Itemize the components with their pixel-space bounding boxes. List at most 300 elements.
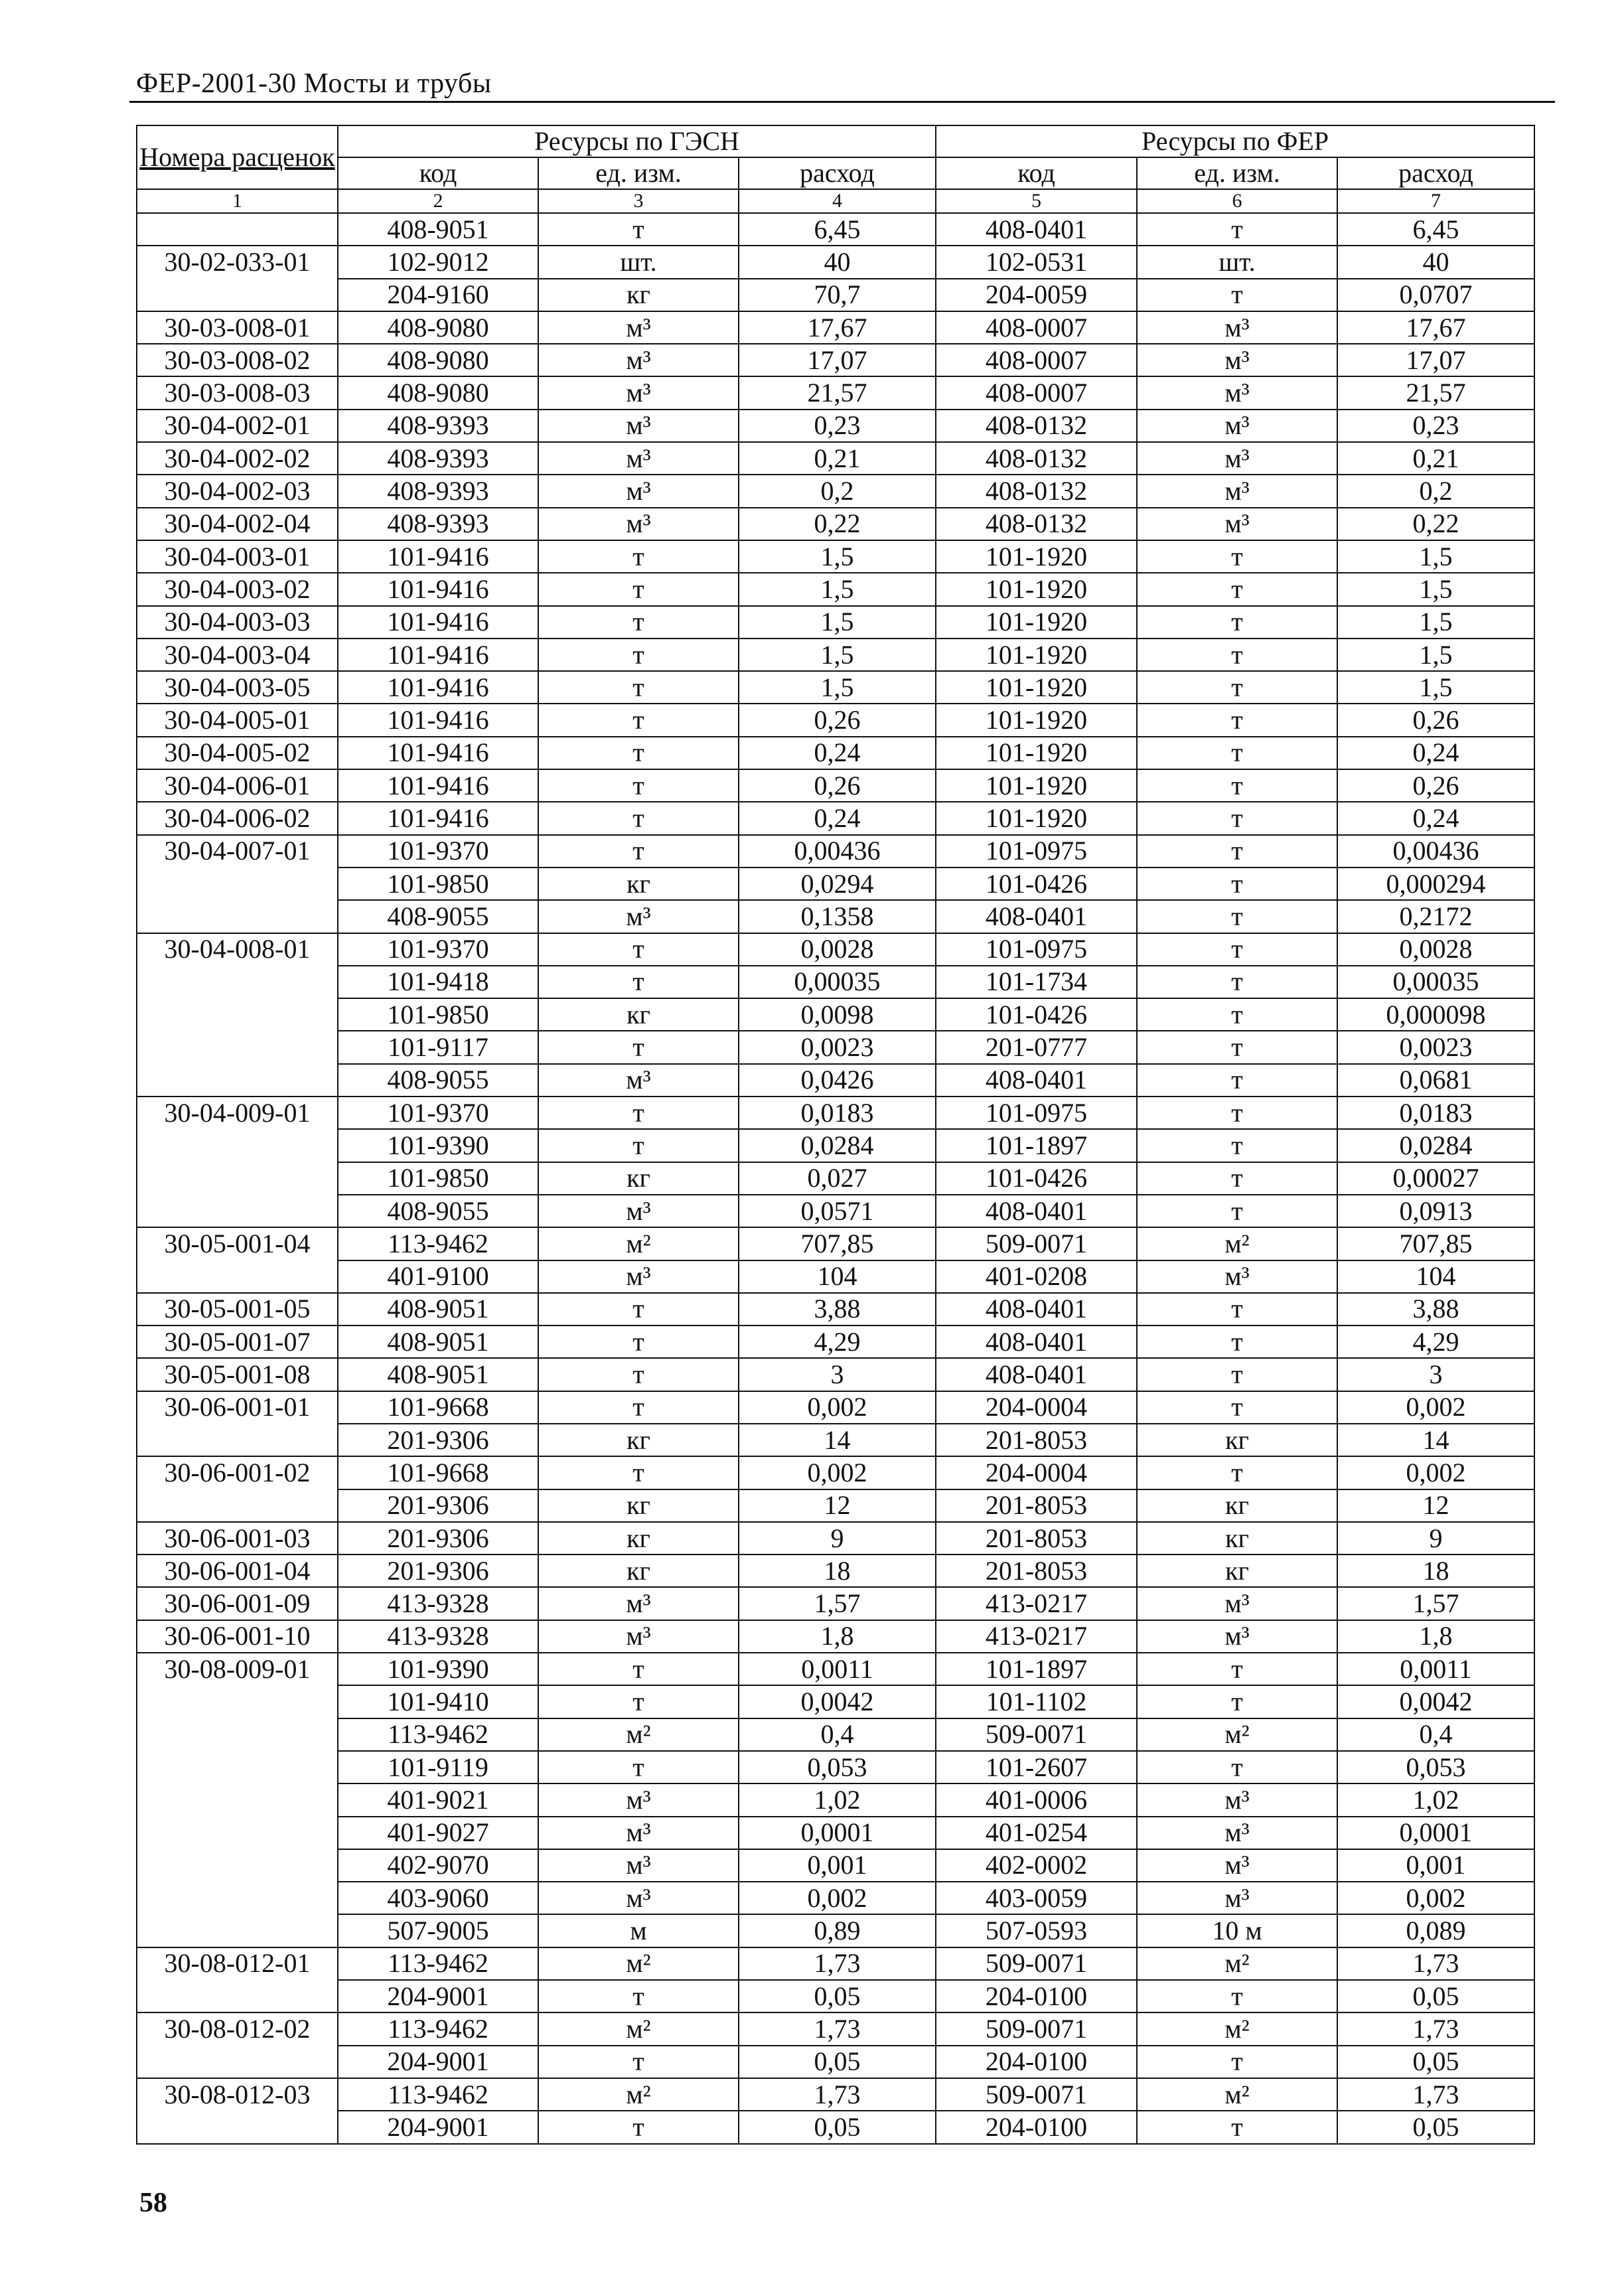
- gesn-unit-cell: м³: [538, 344, 739, 376]
- fer-amount-cell: 1,5: [1337, 671, 1534, 704]
- gesn-code-cell: 101-9370: [338, 1097, 538, 1129]
- gesn-code-cell: 408-9051: [338, 213, 538, 246]
- gesn-amount-cell: 0,0011: [739, 1653, 936, 1685]
- fer-unit-cell: м²: [1137, 1227, 1337, 1260]
- table-row: [137, 835, 1534, 868]
- fer-unit-cell: т: [1137, 1751, 1337, 1783]
- gesn-code-cell: 408-9393: [338, 475, 538, 507]
- gesn-amount-cell: 0,0571: [739, 1195, 936, 1227]
- fer-unit-cell: шт.: [1137, 246, 1337, 278]
- gesn-code-cell: 113-9462: [338, 2078, 538, 2111]
- gesn-unit-cell: м³: [538, 900, 739, 933]
- fer-amount-cell: 1,8: [1337, 1620, 1534, 1653]
- rate-number-cell: 30-04-003-03: [137, 606, 338, 639]
- table-row: [137, 737, 1534, 769]
- gesn-unit-cell: кг: [538, 868, 739, 900]
- gesn-amount-cell: 4,29: [739, 1326, 936, 1358]
- gesn-unit-cell: м²: [538, 1718, 739, 1751]
- gesn-code-cell: 402-9070: [338, 1849, 538, 1882]
- gesn-unit-cell: т: [538, 1358, 739, 1391]
- table-row: [137, 540, 1534, 573]
- fer-amount-cell: 0,001: [1337, 1849, 1534, 1882]
- gesn-unit-cell: т: [538, 737, 739, 769]
- gesn-unit-cell: т: [538, 1653, 739, 1685]
- gesn-amount-cell: 0,21: [739, 442, 936, 475]
- gesn-unit-cell: кг: [538, 279, 739, 311]
- fer-code-cell: 509-0071: [936, 1947, 1137, 1980]
- rate-number-cell: [137, 1914, 338, 1947]
- gesn-amount-cell: 14: [739, 1424, 936, 1456]
- fer-amount-cell: 0,0011: [1337, 1653, 1534, 1685]
- gesn-unit-cell: м: [538, 1914, 739, 1947]
- gesn-amount-cell: 104: [739, 1260, 936, 1293]
- gesn-amount-cell: 1,8: [739, 1620, 936, 1653]
- fer-amount-cell: 17,07: [1337, 344, 1534, 376]
- rate-number-cell: [137, 1260, 338, 1293]
- fer-amount-cell: 0,0042: [1337, 1685, 1534, 1718]
- fer-amount-cell: 0,0023: [1337, 1031, 1534, 1063]
- gesn-code-cell: 201-9306: [338, 1489, 538, 1522]
- fer-amount-cell: 3,88: [1337, 1293, 1534, 1326]
- fer-amount-cell: 104: [1337, 1260, 1534, 1293]
- fer-unit-cell: т: [1137, 1031, 1337, 1063]
- gesn-unit-cell: т: [538, 573, 739, 605]
- rate-number-cell: [137, 1817, 338, 1849]
- fer-amount-cell: 14: [1337, 1424, 1534, 1456]
- header-unit-gesn: ед. изм.: [538, 157, 739, 189]
- gesn-code-cell: 101-9390: [338, 1129, 538, 1162]
- fer-code-cell: 101-1920: [936, 769, 1137, 802]
- gesn-amount-cell: 1,73: [739, 1947, 936, 1980]
- table-row: [137, 1718, 1534, 1751]
- header-rate-numbers: Номера расценок: [137, 125, 338, 189]
- rate-number-cell: [137, 1718, 338, 1751]
- fer-amount-cell: 0,0028: [1337, 933, 1534, 966]
- table-row: [137, 1882, 1534, 1914]
- fer-amount-cell: 1,5: [1337, 573, 1534, 605]
- table-row: [137, 1456, 1534, 1489]
- fer-unit-cell: т: [1137, 1293, 1337, 1326]
- gesn-code-cell: 408-9393: [338, 442, 538, 475]
- column-number-row: [137, 189, 1534, 213]
- fer-amount-cell: 0,24: [1337, 802, 1534, 834]
- gesn-code-cell: 408-9051: [338, 1293, 538, 1326]
- page-header: [129, 61, 1555, 103]
- column-number: 3: [538, 189, 739, 213]
- table-row: [137, 1162, 1534, 1195]
- gesn-code-cell: 101-9416: [338, 573, 538, 605]
- gesn-code-cell: 408-9080: [338, 344, 538, 376]
- gesn-unit-cell: м³: [538, 475, 739, 507]
- fer-amount-cell: 0,26: [1337, 769, 1534, 802]
- gesn-amount-cell: 0,4: [739, 1718, 936, 1751]
- rate-number-cell: [137, 1685, 338, 1718]
- gesn-amount-cell: 0,22: [739, 508, 936, 540]
- fer-code-cell: 408-0401: [936, 1358, 1137, 1391]
- fer-amount-cell: 0,0681: [1337, 1064, 1534, 1097]
- table-body: [137, 213, 1534, 2144]
- fer-code-cell: 408-0132: [936, 442, 1137, 475]
- gesn-code-cell: 101-9416: [338, 769, 538, 802]
- resources-table: [136, 125, 1535, 2145]
- gesn-amount-cell: 3: [739, 1358, 936, 1391]
- fer-unit-cell: м³: [1137, 410, 1337, 442]
- gesn-code-cell: 101-9668: [338, 1456, 538, 1489]
- table-row: [137, 1620, 1534, 1653]
- gesn-code-cell: 204-9160: [338, 279, 538, 311]
- gesn-unit-cell: м³: [538, 1620, 739, 1653]
- gesn-amount-cell: 1,5: [739, 639, 936, 671]
- fer-unit-cell: т: [1137, 1195, 1337, 1227]
- rate-number-cell: [137, 213, 338, 246]
- rate-number-cell: 30-05-001-08: [137, 1358, 338, 1391]
- fer-amount-cell: 4,29: [1337, 1326, 1534, 1358]
- fer-code-cell: 201-8053: [936, 1489, 1137, 1522]
- fer-unit-cell: м³: [1137, 1882, 1337, 1914]
- table-row: [137, 1783, 1534, 1816]
- table-row: [137, 1064, 1534, 1097]
- gesn-amount-cell: 0,89: [739, 1914, 936, 1947]
- rate-number-cell: 30-04-007-01: [137, 835, 338, 868]
- fer-amount-cell: 1,73: [1337, 1947, 1534, 1980]
- fer-code-cell: 509-0071: [936, 2012, 1137, 2045]
- fer-amount-cell: 40: [1337, 246, 1534, 278]
- fer-amount-cell: 0,00027: [1337, 1162, 1534, 1195]
- rate-number-cell: [137, 1064, 338, 1097]
- rate-number-cell: [137, 1980, 338, 2012]
- fer-amount-cell: 0,089: [1337, 1914, 1534, 1947]
- gesn-code-cell: 101-9410: [338, 1685, 538, 1718]
- gesn-amount-cell: 1,5: [739, 606, 936, 639]
- gesn-amount-cell: 0,26: [739, 769, 936, 802]
- column-number: 4: [739, 189, 936, 213]
- gesn-unit-cell: шт.: [538, 246, 739, 278]
- gesn-code-cell: 101-9418: [338, 966, 538, 998]
- gesn-unit-cell: м²: [538, 2012, 739, 2045]
- gesn-code-cell: 113-9462: [338, 1227, 538, 1260]
- fer-unit-cell: м²: [1137, 2012, 1337, 2045]
- gesn-unit-cell: т: [538, 639, 739, 671]
- fer-code-cell: 101-1920: [936, 704, 1137, 736]
- gesn-code-cell: 102-9012: [338, 246, 538, 278]
- table-row: [137, 213, 1534, 246]
- table-row: [137, 1326, 1534, 1358]
- fer-unit-cell: т: [1137, 2046, 1337, 2078]
- gesn-code-cell: 113-9462: [338, 1718, 538, 1751]
- gesn-code-cell: 408-9055: [338, 1064, 538, 1097]
- table-row: [137, 802, 1534, 834]
- fer-unit-cell: м³: [1137, 475, 1337, 507]
- rate-number-cell: 30-04-005-01: [137, 704, 338, 736]
- table-row: [137, 1751, 1534, 1783]
- gesn-amount-cell: 0,002: [739, 1882, 936, 1914]
- gesn-code-cell: 101-9416: [338, 671, 538, 704]
- rate-number-cell: 30-03-008-02: [137, 344, 338, 376]
- gesn-code-cell: 408-9055: [338, 900, 538, 933]
- fer-unit-cell: т: [1137, 1685, 1337, 1718]
- rate-number-cell: [137, 966, 338, 998]
- fer-amount-cell: 0,4: [1337, 1718, 1534, 1751]
- gesn-code-cell: 101-9119: [338, 1751, 538, 1783]
- gesn-unit-cell: т: [538, 1391, 739, 1424]
- fer-amount-cell: 0,2: [1337, 475, 1534, 507]
- rate-number-cell: 30-06-001-01: [137, 1391, 338, 1424]
- gesn-unit-cell: м³: [538, 311, 739, 344]
- gesn-code-cell: 507-9005: [338, 1914, 538, 1947]
- gesn-amount-cell: 0,00436: [739, 835, 936, 868]
- fer-unit-cell: т: [1137, 1162, 1337, 1195]
- fer-code-cell: 408-0401: [936, 1293, 1137, 1326]
- gesn-unit-cell: т: [538, 1293, 739, 1326]
- rate-number-cell: 30-04-002-01: [137, 410, 338, 442]
- gesn-amount-cell: 9: [739, 1522, 936, 1554]
- table-row: [137, 1980, 1534, 2012]
- column-number: 5: [936, 189, 1137, 213]
- header-fer-resources: Ресурсы по ФЕР: [936, 125, 1534, 157]
- fer-amount-cell: 0,21: [1337, 442, 1534, 475]
- rate-number-cell: [137, 900, 338, 933]
- gesn-amount-cell: 0,0042: [739, 1685, 936, 1718]
- fer-code-cell: 204-0004: [936, 1456, 1137, 1489]
- gesn-code-cell: 101-9370: [338, 933, 538, 966]
- fer-unit-cell: т: [1137, 1097, 1337, 1129]
- rate-number-cell: [137, 2111, 338, 2143]
- table-row: [137, 1489, 1534, 1522]
- gesn-code-cell: 101-9416: [338, 704, 538, 736]
- fer-amount-cell: 18: [1337, 1554, 1534, 1587]
- fer-amount-cell: 0,002: [1337, 1456, 1534, 1489]
- gesn-code-cell: 204-9001: [338, 1980, 538, 2012]
- gesn-unit-cell: т: [538, 1326, 739, 1358]
- table-row: [137, 376, 1534, 409]
- fer-unit-cell: кг: [1137, 1424, 1337, 1456]
- gesn-code-cell: 408-9393: [338, 410, 538, 442]
- table-row: [137, 868, 1534, 900]
- gesn-code-cell: 408-9051: [338, 1358, 538, 1391]
- gesn-unit-cell: кг: [538, 1489, 739, 1522]
- rate-number-cell: 30-03-008-01: [137, 311, 338, 344]
- fer-unit-cell: кг: [1137, 1554, 1337, 1587]
- table-row: [137, 1914, 1534, 1947]
- gesn-amount-cell: 0,053: [739, 1751, 936, 1783]
- table-row: [137, 1195, 1534, 1227]
- gesn-amount-cell: 0,002: [739, 1456, 936, 1489]
- fer-unit-cell: м³: [1137, 1783, 1337, 1816]
- gesn-amount-cell: 0,24: [739, 802, 936, 834]
- rate-number-cell: 30-05-001-05: [137, 1293, 338, 1326]
- gesn-code-cell: 113-9462: [338, 1947, 538, 1980]
- table-row: [137, 508, 1534, 540]
- fer-code-cell: 201-8053: [936, 1424, 1137, 1456]
- fer-amount-cell: 0,00436: [1337, 835, 1534, 868]
- gesn-unit-cell: м³: [538, 1783, 739, 1816]
- gesn-unit-cell: т: [538, 213, 739, 246]
- gesn-code-cell: 101-9416: [338, 639, 538, 671]
- gesn-amount-cell: 0,26: [739, 704, 936, 736]
- column-number: 2: [338, 189, 538, 213]
- fer-amount-cell: 21,57: [1337, 376, 1534, 409]
- table-row: [137, 671, 1534, 704]
- fer-amount-cell: 6,45: [1337, 213, 1534, 246]
- rate-number-cell: 30-05-001-04: [137, 1227, 338, 1260]
- gesn-amount-cell: 0,05: [739, 2111, 936, 2143]
- gesn-amount-cell: 0,0001: [739, 1817, 936, 1849]
- gesn-amount-cell: 0,23: [739, 410, 936, 442]
- rate-number-cell: [137, 1849, 338, 1882]
- rate-number-cell: [137, 2046, 338, 2078]
- rate-number-cell: 30-06-001-04: [137, 1554, 338, 1587]
- fer-code-cell: 408-0007: [936, 311, 1137, 344]
- fer-code-cell: 509-0071: [936, 1718, 1137, 1751]
- table-row: [137, 2078, 1534, 2111]
- gesn-code-cell: 408-9055: [338, 1195, 538, 1227]
- table-row: [137, 1031, 1534, 1063]
- fer-code-cell: 201-8053: [936, 1554, 1137, 1587]
- gesn-unit-cell: кг: [538, 1424, 739, 1456]
- fer-amount-cell: 0,2172: [1337, 900, 1534, 933]
- gesn-code-cell: 413-9328: [338, 1620, 538, 1653]
- table-row: [137, 2111, 1534, 2143]
- gesn-amount-cell: 18: [739, 1554, 936, 1587]
- gesn-code-cell: 204-9001: [338, 2111, 538, 2143]
- rate-number-cell: [137, 1489, 338, 1522]
- gesn-code-cell: 113-9462: [338, 2012, 538, 2045]
- gesn-unit-cell: т: [538, 606, 739, 639]
- fer-amount-cell: 1,5: [1337, 639, 1534, 671]
- rate-number-cell: [137, 1424, 338, 1456]
- fer-unit-cell: т: [1137, 639, 1337, 671]
- gesn-unit-cell: т: [538, 704, 739, 736]
- gesn-amount-cell: 0,0284: [739, 1129, 936, 1162]
- fer-unit-cell: т: [1137, 1391, 1337, 1424]
- fer-amount-cell: 1,73: [1337, 2078, 1534, 2111]
- fer-amount-cell: 707,85: [1337, 1227, 1534, 1260]
- gesn-amount-cell: 0,1358: [739, 900, 936, 933]
- header-amount-gesn: расход: [739, 157, 936, 189]
- gesn-unit-cell: кг: [538, 1554, 739, 1587]
- fer-unit-cell: т: [1137, 540, 1337, 573]
- fer-code-cell: 101-1920: [936, 573, 1137, 605]
- gesn-code-cell: 201-9306: [338, 1554, 538, 1587]
- fer-unit-cell: т: [1137, 1129, 1337, 1162]
- rate-number-cell: 30-04-003-01: [137, 540, 338, 573]
- fer-unit-cell: м³: [1137, 1849, 1337, 1882]
- fer-amount-cell: 0,05: [1337, 2111, 1534, 2143]
- gesn-code-cell: 408-9051: [338, 1326, 538, 1358]
- table-row: [137, 344, 1534, 376]
- gesn-code-cell: 204-9001: [338, 2046, 538, 2078]
- rate-number-cell: [137, 279, 338, 311]
- page-number: 58: [139, 2188, 167, 2218]
- fer-code-cell: 401-0254: [936, 1817, 1137, 1849]
- fer-code-cell: 101-1920: [936, 639, 1137, 671]
- gesn-code-cell: 401-9100: [338, 1260, 538, 1293]
- rate-number-cell: 30-04-002-02: [137, 442, 338, 475]
- fer-amount-cell: 3: [1337, 1358, 1534, 1391]
- rate-number-cell: 30-06-001-02: [137, 1456, 338, 1489]
- gesn-unit-cell: т: [538, 1980, 739, 2012]
- gesn-code-cell: 201-9306: [338, 1424, 538, 1456]
- table-row: [137, 1293, 1534, 1326]
- gesn-unit-cell: т: [538, 933, 739, 966]
- fer-unit-cell: т: [1137, 1980, 1337, 2012]
- fer-amount-cell: 0,05: [1337, 1980, 1534, 2012]
- rate-number-cell: 30-06-001-09: [137, 1587, 338, 1620]
- fer-code-cell: 101-0975: [936, 933, 1137, 966]
- fer-code-cell: 408-0401: [936, 1195, 1137, 1227]
- rate-number-cell: [137, 1751, 338, 1783]
- fer-code-cell: 401-0208: [936, 1260, 1137, 1293]
- gesn-unit-cell: м³: [538, 442, 739, 475]
- gesn-amount-cell: 0,0183: [739, 1097, 936, 1129]
- gesn-amount-cell: 17,07: [739, 344, 936, 376]
- fer-unit-cell: м³: [1137, 376, 1337, 409]
- gesn-unit-cell: т: [538, 1097, 739, 1129]
- rate-number-cell: 30-04-003-05: [137, 671, 338, 704]
- table-row: [137, 2046, 1534, 2078]
- gesn-code-cell: 201-9306: [338, 1522, 538, 1554]
- fer-code-cell: 408-0401: [936, 1064, 1137, 1097]
- fer-code-cell: 401-0006: [936, 1783, 1137, 1816]
- rate-number-cell: 30-02-033-01: [137, 246, 338, 278]
- gesn-unit-cell: т: [538, 1129, 739, 1162]
- rate-number-cell: [137, 868, 338, 900]
- fer-code-cell: 101-1102: [936, 1685, 1137, 1718]
- fer-amount-cell: 9: [1337, 1522, 1534, 1554]
- table-row: [137, 2012, 1534, 2045]
- fer-amount-cell: 17,67: [1337, 311, 1534, 344]
- rate-number-cell: 30-04-005-02: [137, 737, 338, 769]
- fer-code-cell: 413-0217: [936, 1587, 1137, 1620]
- gesn-unit-cell: т: [538, 1456, 739, 1489]
- fer-unit-cell: м²: [1137, 2078, 1337, 2111]
- fer-unit-cell: кг: [1137, 1522, 1337, 1554]
- fer-code-cell: 204-0100: [936, 2046, 1137, 2078]
- rate-number-cell: 30-04-002-04: [137, 508, 338, 540]
- rate-number-cell: [137, 1162, 338, 1195]
- gesn-amount-cell: 0,05: [739, 2046, 936, 2078]
- fer-code-cell: 204-0100: [936, 1980, 1137, 2012]
- gesn-code-cell: 408-9080: [338, 376, 538, 409]
- fer-unit-cell: м³: [1137, 1620, 1337, 1653]
- gesn-amount-cell: 0,0028: [739, 933, 936, 966]
- gesn-unit-cell: м³: [538, 1817, 739, 1849]
- fer-code-cell: 101-1920: [936, 606, 1137, 639]
- rate-number-cell: 30-04-006-02: [137, 802, 338, 834]
- fer-unit-cell: м²: [1137, 1947, 1337, 1980]
- rate-number-cell: 30-03-008-03: [137, 376, 338, 409]
- fer-unit-cell: м³: [1137, 311, 1337, 344]
- gesn-code-cell: 408-9080: [338, 311, 538, 344]
- fer-code-cell: 408-0007: [936, 376, 1137, 409]
- gesn-unit-cell: м³: [538, 508, 739, 540]
- fer-code-cell: 101-1897: [936, 1129, 1137, 1162]
- gesn-unit-cell: м²: [538, 1947, 739, 1980]
- gesn-unit-cell: т: [538, 835, 739, 868]
- column-number: 7: [1337, 189, 1534, 213]
- gesn-unit-cell: м³: [538, 1195, 739, 1227]
- fer-unit-cell: т: [1137, 1456, 1337, 1489]
- table-row: [137, 1129, 1534, 1162]
- rate-number-cell: 30-04-006-01: [137, 769, 338, 802]
- gesn-amount-cell: 707,85: [739, 1227, 936, 1260]
- gesn-unit-cell: м³: [538, 1587, 739, 1620]
- fer-unit-cell: т: [1137, 737, 1337, 769]
- fer-unit-cell: т: [1137, 1358, 1337, 1391]
- fer-unit-cell: т: [1137, 2111, 1337, 2143]
- table-row: [137, 246, 1534, 278]
- gesn-code-cell: 101-9850: [338, 868, 538, 900]
